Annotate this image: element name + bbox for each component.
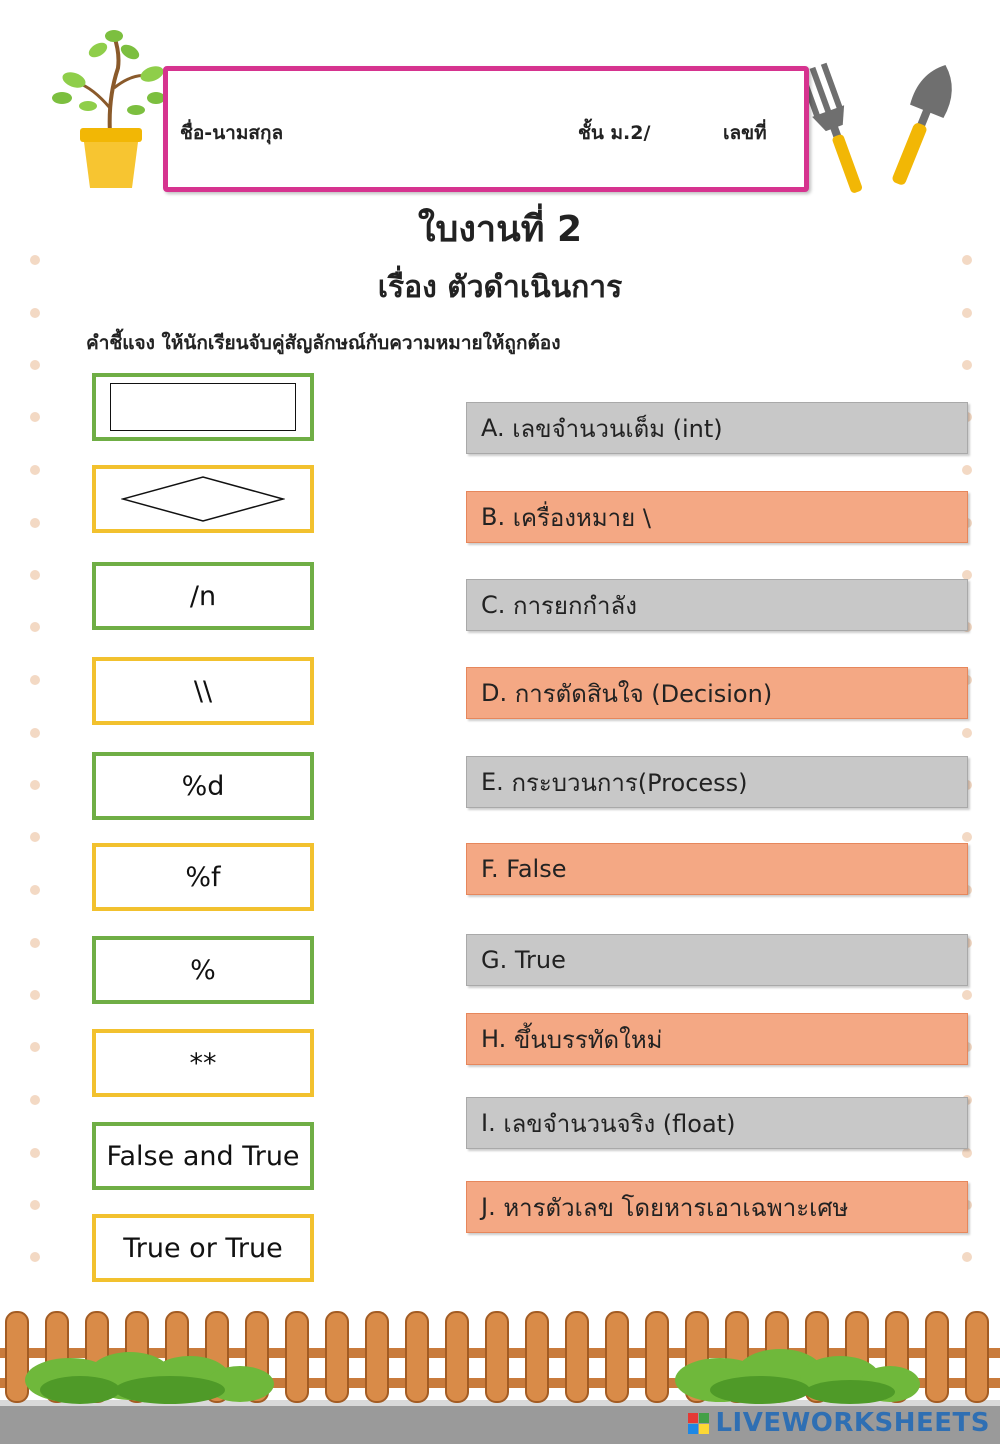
answer-letter: H. bbox=[481, 1025, 507, 1053]
student-info-box bbox=[163, 66, 809, 192]
brand-text: LIVEWORKSHEETS bbox=[715, 1408, 990, 1438]
answer-box[interactable] bbox=[466, 1181, 968, 1233]
answer-text: เครื่องหมาย \ bbox=[512, 503, 651, 532]
name-label: ชื่อ-นามสกุล bbox=[180, 122, 284, 144]
answer-box[interactable] bbox=[466, 1013, 968, 1065]
symbol-box[interactable] bbox=[92, 562, 314, 630]
answer-letter: G. bbox=[481, 946, 508, 974]
answer-text: กระบวนการ(Process) bbox=[511, 768, 748, 797]
symbol-label: %d bbox=[181, 770, 225, 802]
worksheet-subtitle: เรื่อง ตัวดำเนินการ bbox=[377, 270, 623, 305]
answer-text: เลขจำนวนจริง (float) bbox=[503, 1109, 736, 1138]
symbol-box[interactable] bbox=[92, 657, 314, 725]
garden-trowel-icon bbox=[880, 58, 960, 198]
symbol-box[interactable] bbox=[92, 1214, 314, 1282]
symbol-label: % bbox=[190, 954, 216, 986]
diamond-shape-icon bbox=[121, 475, 285, 523]
answer-letter: J. bbox=[481, 1193, 496, 1221]
answer-text: เลขจำนวนเต็ม (int) bbox=[512, 414, 723, 443]
class-label: ชั้น ม.2/ bbox=[578, 122, 651, 144]
answer-box[interactable] bbox=[466, 579, 968, 631]
rectangle-shape-icon bbox=[110, 383, 296, 431]
brand-watermark bbox=[688, 1408, 990, 1438]
answer-box[interactable] bbox=[466, 843, 968, 895]
symbol-label: True or True bbox=[123, 1232, 283, 1264]
answer-text: การตัดสินใจ (Decision) bbox=[514, 679, 773, 708]
answer-letter: E. bbox=[481, 768, 504, 796]
liveworksheets-logo-icon bbox=[688, 1413, 709, 1434]
answer-text: False bbox=[506, 855, 567, 883]
answer-letter: C. bbox=[481, 591, 506, 619]
answer-text: True bbox=[514, 946, 566, 974]
symbol-box[interactable] bbox=[92, 1122, 314, 1190]
symbol-box[interactable] bbox=[92, 1029, 314, 1097]
answer-letter: I. bbox=[481, 1109, 496, 1137]
symbol-label: %f bbox=[185, 861, 221, 893]
symbol-label: \\ bbox=[193, 675, 213, 707]
answer-letter: F. bbox=[481, 855, 499, 883]
answer-box[interactable] bbox=[466, 491, 968, 543]
instruction-text: คำชี้แจง ให้นักเรียนจับคู่สัญลักษณ์กับความหมายให้ถูกต้อง bbox=[86, 332, 561, 354]
left-dotted-border bbox=[30, 250, 42, 1290]
symbol-label: False and True bbox=[106, 1140, 300, 1172]
symbol-box-rectangle[interactable] bbox=[92, 373, 314, 441]
potted-plant-icon bbox=[48, 28, 168, 193]
answer-box[interactable] bbox=[466, 402, 968, 454]
symbol-label: ** bbox=[189, 1047, 217, 1079]
answer-text: ขึ้นบรรทัดใหม่ bbox=[513, 1025, 663, 1054]
symbol-box[interactable] bbox=[92, 936, 314, 1004]
answer-box[interactable] bbox=[466, 1097, 968, 1149]
number-label: เลขที่ bbox=[723, 122, 767, 144]
answer-text: หารตัวเลข โดยหารเอาเฉพาะเศษ bbox=[503, 1193, 849, 1222]
symbol-box[interactable] bbox=[92, 752, 314, 820]
answer-text: การยกกำลัง bbox=[513, 591, 637, 620]
answer-box[interactable] bbox=[466, 667, 968, 719]
garden-fork-icon bbox=[806, 58, 886, 198]
symbol-label: /n bbox=[189, 580, 217, 612]
answer-box[interactable] bbox=[466, 756, 968, 808]
symbol-box[interactable] bbox=[92, 843, 314, 911]
answer-box[interactable] bbox=[466, 934, 968, 986]
answer-letter: D. bbox=[481, 679, 508, 707]
symbol-box-diamond[interactable] bbox=[92, 465, 314, 533]
worksheet-title: ใบงานที่ 2 bbox=[417, 209, 583, 250]
answer-letter: A. bbox=[481, 414, 505, 442]
answer-letter: B. bbox=[481, 503, 506, 531]
